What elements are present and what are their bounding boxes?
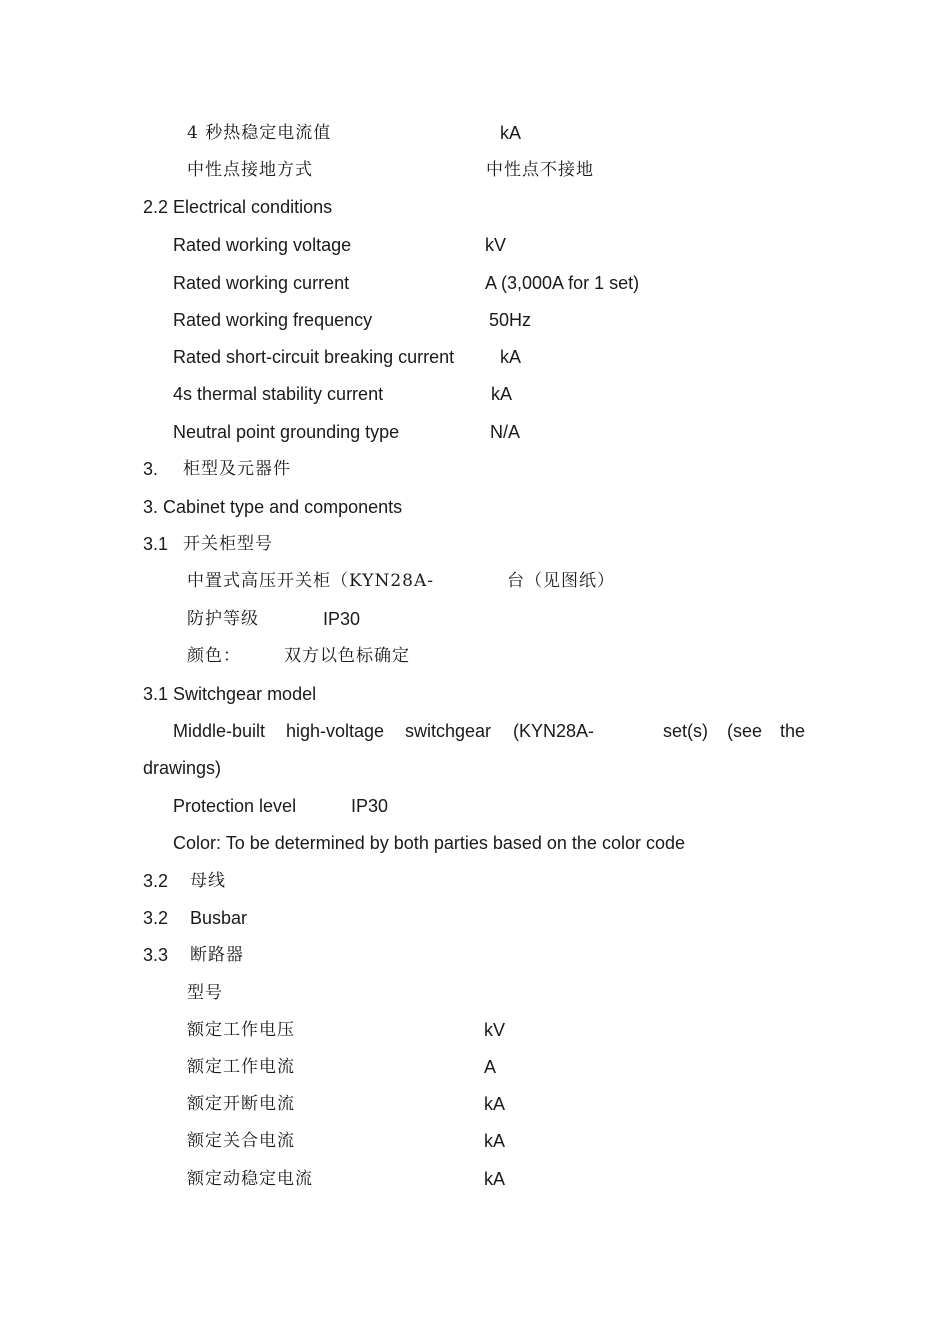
spec-value: A (3,000A for 1 set) [485,273,640,293]
spec-label: 型号 [187,983,223,1003]
spec-value: 中性点不接地 [486,160,594,180]
justified-word: (KYN28A- [513,721,595,741]
spec-label: Rated working voltage [173,235,352,255]
spec-label: 颜色： [187,646,241,666]
spec-label: Rated working frequency [173,310,373,330]
section-number: 3.2 [143,871,169,891]
section-heading: 开关柜型号 [183,534,273,554]
spec-label: 额定动稳定电流 [187,1169,313,1189]
section-heading: 3. Cabinet type and components [143,497,403,517]
section-number: 3.3 [143,945,169,965]
section-heading: 母线 [190,871,226,891]
spec-label: 额定开断电流 [187,1094,295,1114]
spec-value: 双方以色标确定 [284,646,410,666]
spec-label: 额定工作电压 [187,1020,295,1040]
spec-label: 4s thermal stability current [173,384,384,404]
spec-label: 中置式高压开关柜（KYN28A- [187,571,434,591]
section-heading: Busbar [190,908,248,928]
paragraph: Color: To be determined by both parties based on the color code [173,833,685,853]
justified-word: high-voltage [286,721,385,741]
spec-value: kA [484,1094,506,1114]
justified-word: Middle-built [173,721,266,741]
section-number: 3.1 [143,534,169,554]
section-heading: 3.1 Switchgear model [143,684,317,704]
spec-value: 50Hz [489,310,532,330]
spec-value: kA [484,1169,506,1189]
spec-label: 中性点接地方式 [187,160,313,180]
section-heading: 柜型及元器件 [183,459,291,479]
spec-value: A [484,1057,497,1077]
spec-value: IP30 [323,609,361,629]
justified-word: the [780,721,806,741]
spec-label: 防护等级 [187,609,259,629]
spec-value: N/A [490,422,521,442]
spec-value: kV [485,235,507,255]
justified-word: (see [727,721,763,741]
spec-value: kA [500,347,522,367]
spec-label: 额定工作电流 [187,1057,295,1077]
justified-word: set(s) [663,721,708,741]
section-number: 3. [143,459,159,479]
paragraph-continuation: drawings) [143,758,222,778]
section-heading: 断路器 [190,945,244,965]
spec-label: Protection level [173,796,297,816]
spec-value: 台（见图纸） [507,571,615,591]
spec-label: 额定关合电流 [187,1131,295,1151]
section-heading: 2.2 Electrical conditions [143,197,333,217]
spec-label: Rated working current [173,273,350,293]
spec-label: Neutral point grounding type [173,422,400,442]
spec-value: kV [484,1020,506,1040]
section-number: 3.2 [143,908,169,928]
spec-value: kA [484,1131,506,1151]
justified-word: switchgear [405,721,492,741]
spec-label: Rated short-circuit breaking current [173,347,455,367]
spec-value: kA [500,123,522,143]
spec-label: 4 秒热稳定电流值 [187,123,332,143]
spec-value: kA [491,384,513,404]
spec-value: IP30 [351,796,389,816]
